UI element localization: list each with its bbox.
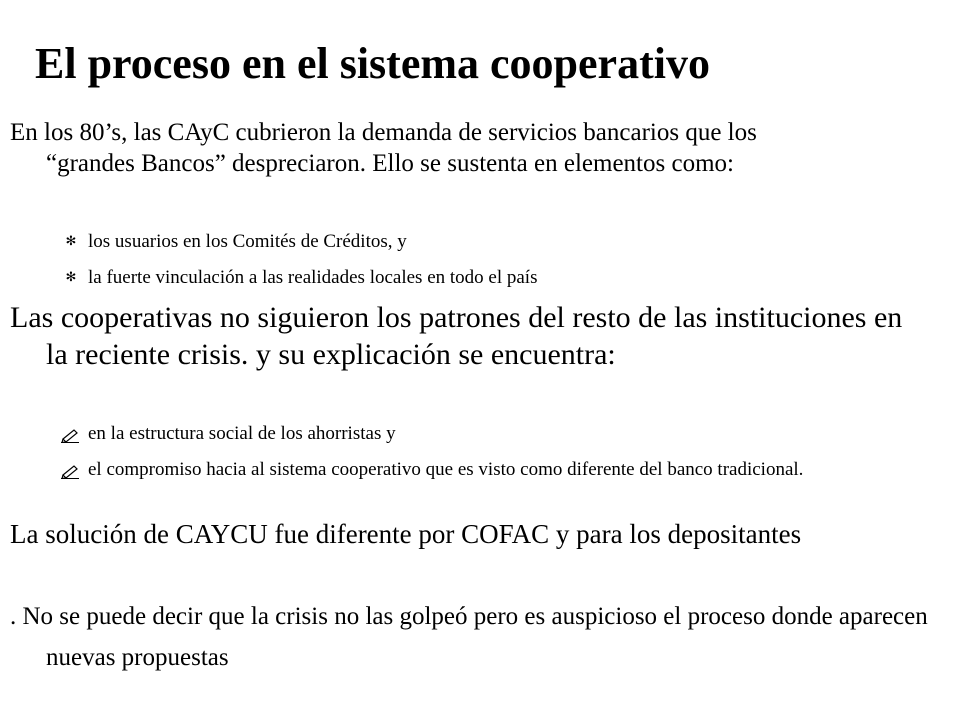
pencil-icon <box>60 458 82 479</box>
bullet-item <box>60 230 900 254</box>
paragraph-cooperatives: Las cooperativas no siguieron los patrones del resto de las instituciones en la reciente crisis. y su explicación se encuentra: <box>10 301 903 371</box>
bullet-item <box>60 422 900 446</box>
slide-title: El proceso en el sistema cooperativo <box>35 39 710 88</box>
bullet-item <box>60 266 900 290</box>
paragraph-intro: En los 80’s, las CAyC cubrieron la demanda de servicios bancarios que los “grandes Bancos” despreciaron. Ello se sustenta en elementos como: <box>10 119 757 177</box>
asterisk-icon: ✻ <box>65 234 77 249</box>
bullet-text: los usuarios en los Comités de Créditos, y <box>88 231 407 252</box>
paragraph-solution: La solución de CAYCU fue diferente por COFAC y para los depositantes <box>10 519 802 549</box>
pencil-icon <box>60 422 82 443</box>
bullet-text: el compromiso hacia al sistema cooperativo que es visto como diferente del banco tradicional. <box>88 459 804 480</box>
bullet-text: la fuerte vinculación a las realidades locales en todo el país <box>88 267 538 288</box>
bullet-item <box>60 458 880 482</box>
bullet-text: en la estructura social de los ahorristas y <box>88 423 396 444</box>
asterisk-icon: ✻ <box>65 270 77 285</box>
paragraph-closing: . No se puede decir que la crisis no las golpeó pero es auspicioso el proceso donde aparecen nuevas propuestas <box>10 603 928 672</box>
